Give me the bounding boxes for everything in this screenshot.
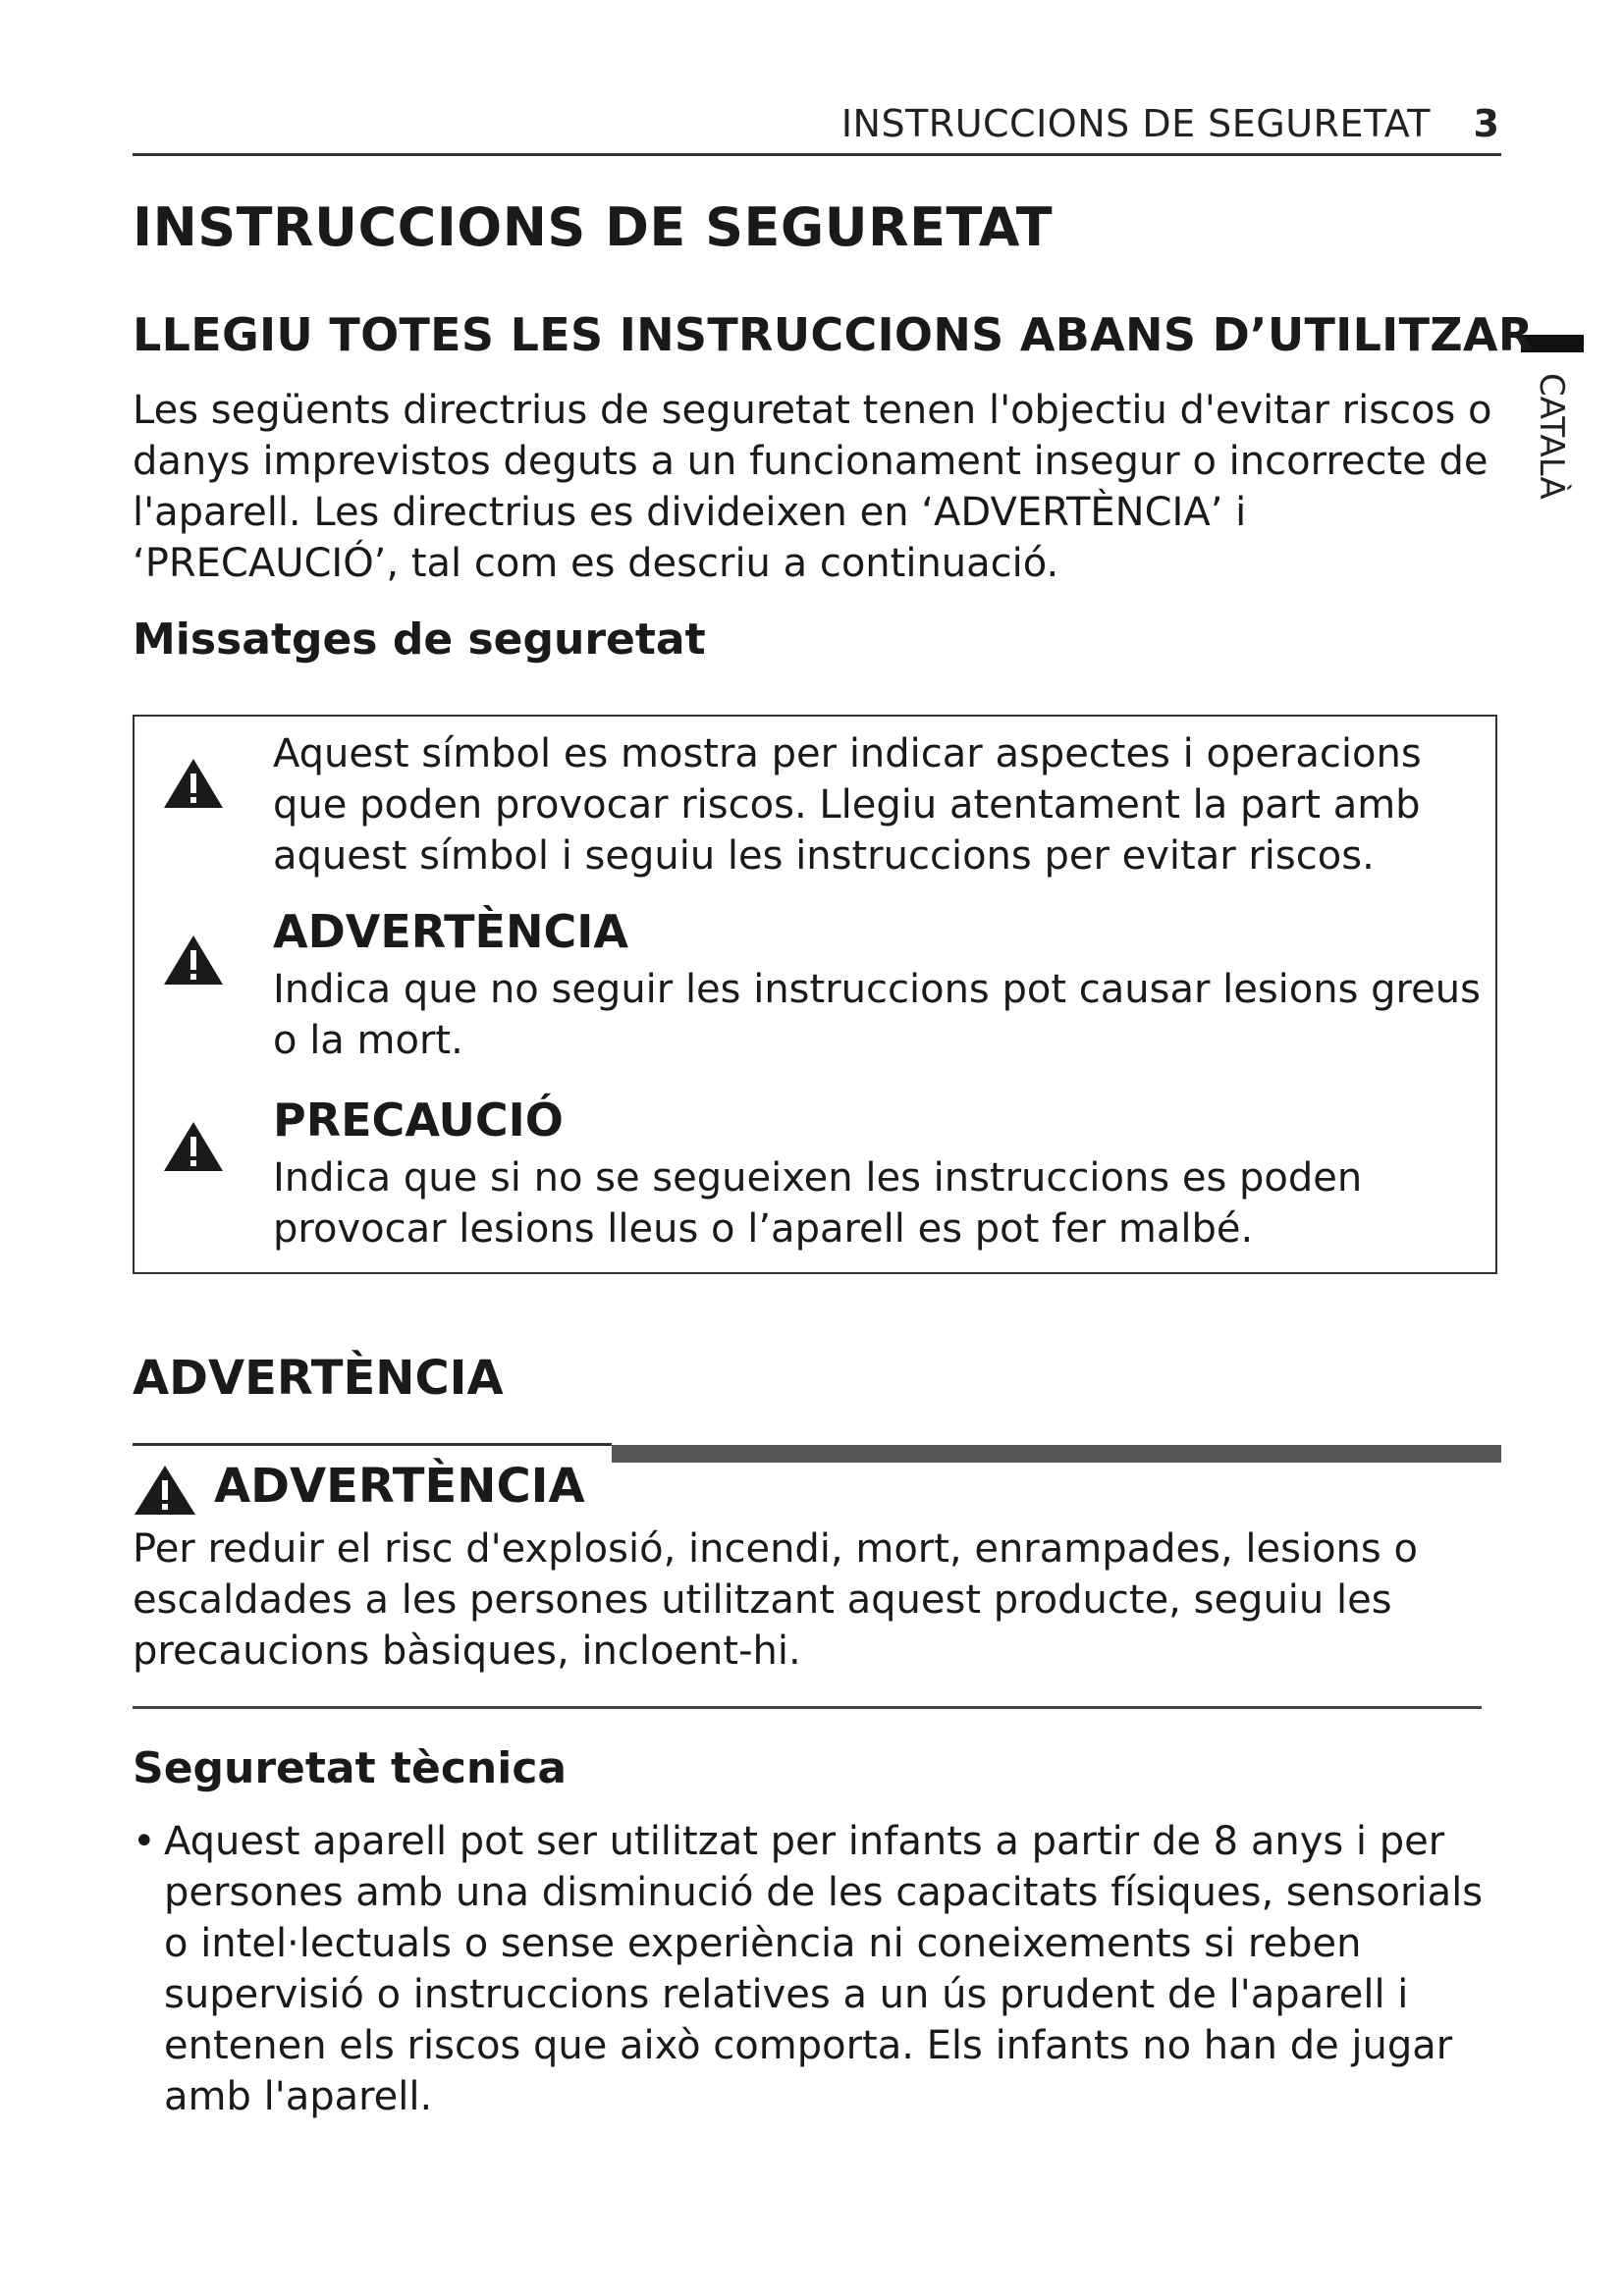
technical-safety-list: [133, 1816, 1507, 2122]
running-header-title: INSTRUCCIONS DE SEGURETAT: [840, 102, 1431, 145]
banner-rule: [133, 1443, 612, 1446]
warning-label: ADVERTÈNCIA: [273, 905, 628, 958]
safety-messages-heading: Missatges de seguretat: [133, 614, 706, 665]
warning-section-heading: ADVERTÈNCIA: [133, 1351, 504, 1406]
side-tab-language: CATALÀ: [1532, 373, 1571, 500]
warning-triangle-icon: [162, 756, 225, 811]
page-title: INSTRUCCIONS DE SEGURETAT: [133, 196, 1054, 258]
warning-triangle-icon: [162, 1119, 225, 1174]
list-item: [133, 1816, 1507, 2122]
technical-safety-heading: Seguretat tècnica: [133, 1743, 568, 1793]
safety-messages-box: [133, 715, 1497, 1274]
warning-end-rule: [133, 1706, 1482, 1709]
warning-banner-text: Per reduir el risc d'explosió, incendi, mort, enrampades, lesions o escaldades a les persones utilitzant aquest producte, seguiu les precaucions bàsiques, incloent-hi.: [133, 1526, 1418, 1674]
list-item-text: Aquest aparell pot ser utilitzat per infants a partir de 8 anys i per persones amb una disminució de les capacitats físiques, sensorials o intel·lectuals o sense experiència ni coneixements si reben supervisió o instruccions relatives a un ús prudent de l'aparell i entenen els riscos que això comporta. Els infants no han de jugar amb l'aparell.: [164, 1819, 1484, 2119]
warning-triangle-icon: [133, 1463, 197, 1518]
caution-description: Indica que si no se segueixen les instruccions es poden provocar lesions lleus o l’aparell es pot fer malbé.: [273, 1155, 1363, 1252]
page-subtitle: LLEGIU TOTES LES INSTRUCCIONS ABANS D’UTILITZAR: [133, 308, 1534, 361]
warning-banner-title: ADVERTÈNCIA: [214, 1459, 585, 1514]
bullet-marker: •: [133, 1819, 156, 1864]
symbol-description: Aquest símbol es mostra per indicar aspectes i operacions que poden provocar riscos. Llegiu atentament la part amb aquest símbol i seguiu les instruccions per evitar riscos.: [273, 731, 1422, 879]
warning-description: Indica que no seguir les instruccions pot causar lesions greus o la mort.: [273, 967, 1481, 1063]
banner-bar: [612, 1445, 1501, 1463]
caution-label: PRECAUCIÓ: [273, 1094, 564, 1147]
intro-paragraph: Les següents directrius de seguretat tenen l'objectiu d'evitar riscos o danys imprevistos deguts a un funcionament insegur o incorrecte de l'aparell. Les directrius es divideixen en ‘ADVERTÈNCIA’ i ‘PRECAUCIÓ’, tal com es descriu a continuació.: [133, 388, 1492, 586]
running-header: [133, 98, 1501, 156]
page-number: 3: [1473, 102, 1499, 145]
warning-triangle-icon: [162, 933, 225, 988]
